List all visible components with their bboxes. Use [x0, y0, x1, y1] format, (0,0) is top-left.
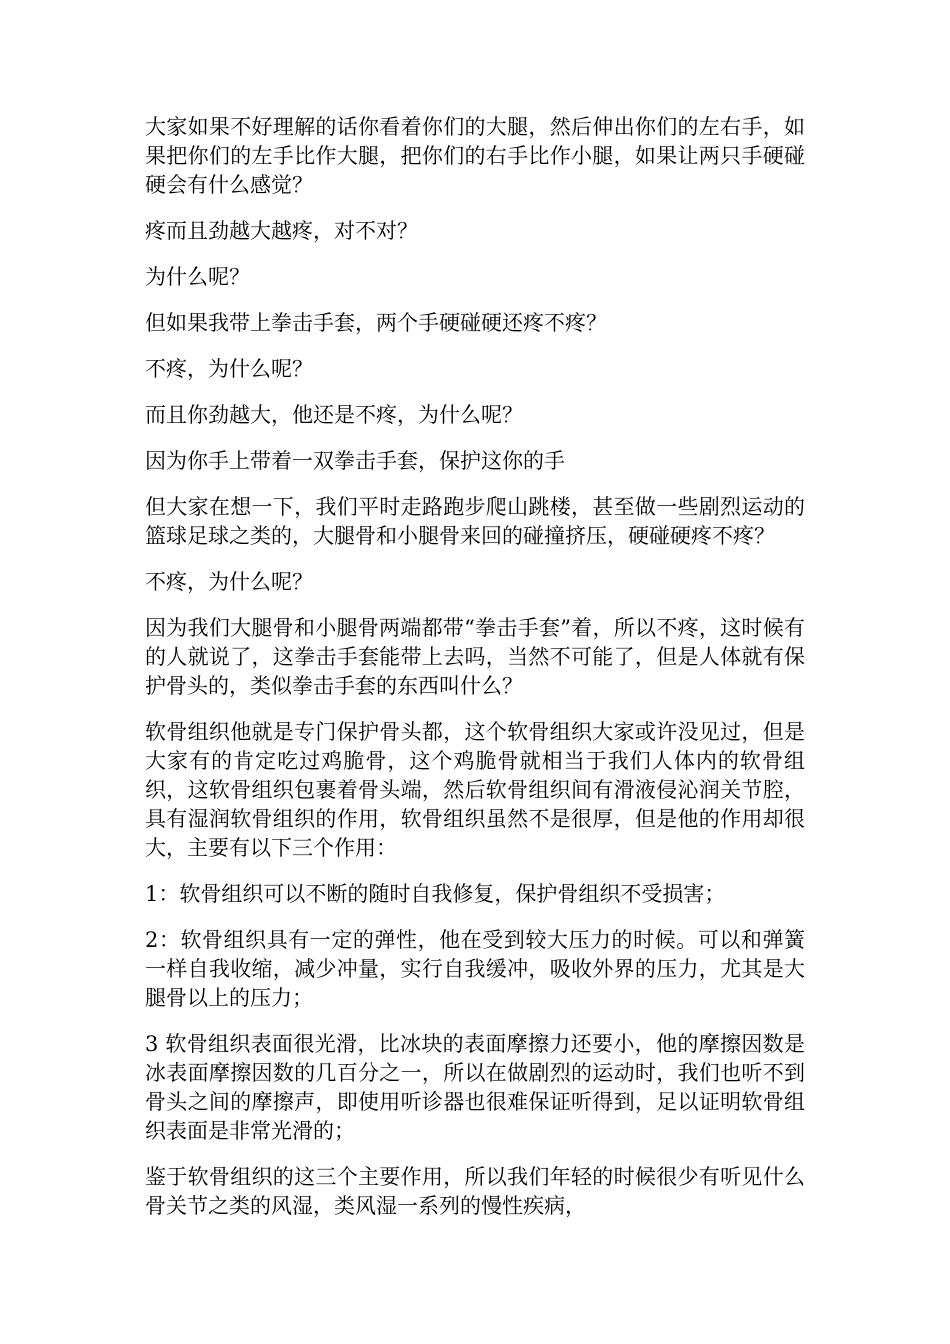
- paragraph: 鉴于软骨组织的这三个主要作用，所以我们年轻的时候很少有听见什么骨关节之类的风湿，类风湿一系列的慢性疾病，: [145, 1165, 805, 1218]
- paragraph: 软骨组织他就是专门保护骨头都，这个软骨组织大家或许没见过，但是大家有的肯定吃过鸡脆骨，这个鸡脆骨就相当于我们人体内的软骨组织，这软骨组织包裹着骨头端，然后软骨组织间有滑液侵沁润关节腔，具有湿润软骨组织的作用，软骨组织虽然不是很厚，但是他的作用却很大，主要有以下三个作用：: [145, 720, 805, 860]
- paragraph: 因为你手上带着一双拳击手套，保护这你的手: [145, 449, 565, 473]
- paragraph: 不疼，为什么呢？: [145, 570, 313, 594]
- paragraph: 2：软骨组织具有一定的弹性，他在受到较大压力的时候。可以和弹簧一样自我收缩，减少冲量，实行自我缓冲，吸收外界的压力，尤其是大腿骨以上的压力；: [145, 928, 805, 1010]
- document-body: [145, 113, 805, 1221]
- paragraph: 但如果我带上拳击手套，两个手硬碰硬还疼不疼？: [145, 311, 607, 335]
- paragraph: 为什么呢？: [145, 265, 250, 289]
- paragraph: 大家如果不好理解的话你看着你们的大腿，然后伸出你们的左右手，如果把你们的左手比作大腿，把你们的右手比作小腿，如果让两只手硬碰硬会有什么感觉？: [145, 115, 805, 197]
- paragraph: 因为我们大腿骨和小腿骨两端都带“拳击手套”着，所以不疼，这时候有的人就说了，这拳击手套能带上去吗，当然不可能了，但是人体就有保护骨头的，类似拳击手套的东西叫什么？: [145, 616, 805, 698]
- paragraph: 疼而且劲越大越疼，对不对？: [145, 219, 418, 243]
- paragraph: 1：软骨组织可以不断的随时自我修复，保护骨组织不受损害；: [145, 882, 726, 906]
- paragraph: 而且你劲越大，他还是不疼，为什么呢？: [145, 403, 523, 427]
- paragraph: 不疼，为什么呢？: [145, 357, 313, 381]
- paragraph: 3 软骨组织表面很光滑，比冰块的表面摩擦力还要小，他的摩擦因数是冰表面摩擦因数的几百分之一，所以在做剧烈的运动时，我们也听不到骨头之间的摩擦声，即使用听诊器也很难保证听得到，足以证明软骨组织表面是非常光滑的；: [145, 1032, 805, 1143]
- paragraph: 但大家在想一下，我们平时走路跑步爬山跳楼，甚至做一些剧烈运动的篮球足球之类的，大腿骨和小腿骨来回的碰撞挤压，硬碰硬疼不疼？: [145, 495, 805, 548]
